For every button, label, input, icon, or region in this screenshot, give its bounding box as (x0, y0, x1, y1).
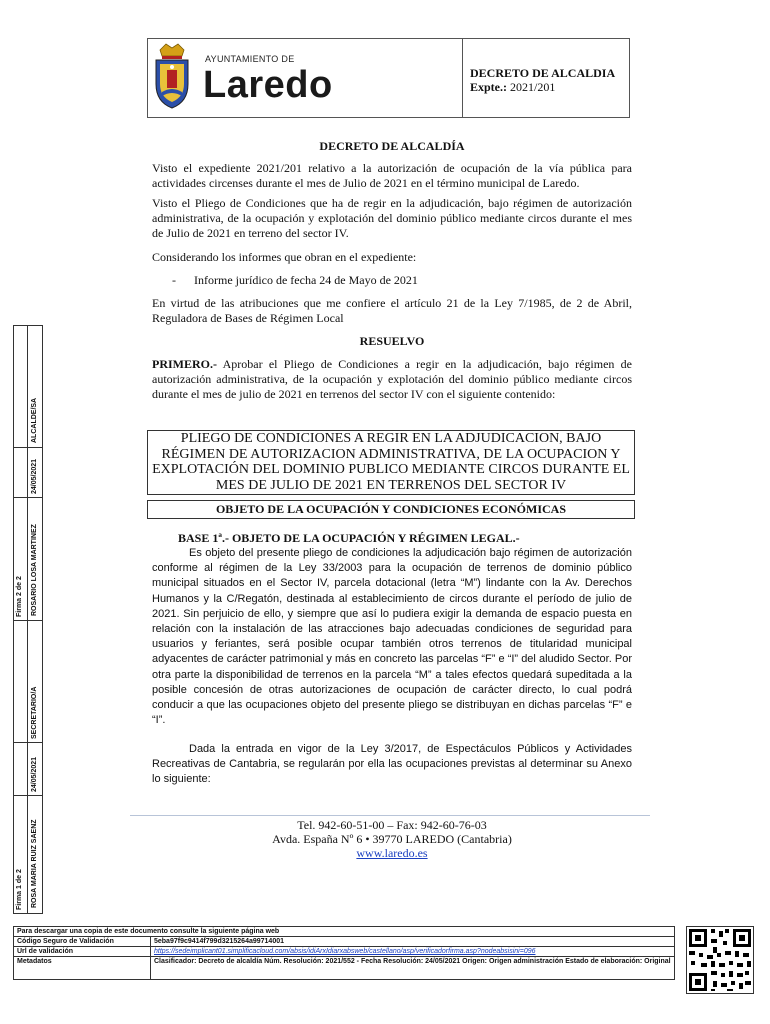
document-title: DECRETO DE ALCALDÍA (319, 139, 465, 153)
table-row (14, 957, 675, 980)
logo-small-text: AYUNTAMIENTO DE (205, 54, 295, 64)
firma2-name: ROSARIO LOSA MARTINEZ (31, 524, 38, 616)
url-cell (151, 947, 675, 957)
sidebar-divider (13, 742, 42, 743)
footer-web-link[interactable]: www.laredo.es (356, 846, 428, 860)
url-label: Url de validación (14, 947, 151, 957)
firma2-label: Firma 2 de 2 (16, 576, 23, 617)
csv-label: Código Seguro de Validación (14, 937, 151, 947)
footer-address: Avda. España Nº 6 • 39770 LAREDO (Cantabria) (272, 832, 512, 846)
objeto-title: OBJETO DE LA OCUPACIÓN Y CONDICIONES ECONÓMICAS (215, 502, 567, 516)
expte-value: 2021/201 (510, 80, 556, 94)
pliego-title: PLIEGO DE CONDICIONES A REGIR EN LA ADJUDICACION, BAJO RÉGIMEN DE AUTORIZACION ADMINISTRATIVA, DE LA OCUPACION Y EXPLOTACIÓN DEL DOMINIO PUBLICO MEDIANTE CIRCOS DURANTE EL MES DE JULIO DE 2021 EN TERRENOS DEL SECTOR IV (152, 431, 630, 493)
paragraph-2: Visto el Pliego de Condiciones que ha de regir en la adjudicación, bajo régimen de autorización administrativa, de la ocupación y explotación del dominio público mediante circos durante el mes de Julio de 2021 en terreno del sector IV. (152, 196, 632, 240)
header-divider (462, 38, 463, 118)
firma2-date: 24/05/2021 (31, 458, 38, 494)
coat-of-arms-icon (152, 42, 192, 112)
paragraph-3: Considerando los informes que obran en el expediente: (152, 250, 417, 264)
primero-text: Aprobar el Pliego de Condiciones a regir en la adjudicación, bajo régimen de autorización administrativa, de la ocupación y explotación del dominio público mediante circos durante el mes de julio de 2021 en terrenos del sector IV con el siguiente contenido: (152, 357, 632, 401)
sidebar-divider (13, 447, 42, 448)
meta-label: Metadatos (14, 957, 151, 980)
base-paragraph-1: Es objeto del presente pliego de condiciones la adjudicación bajo régimen de autorización conforme al régimen de la Ley 33/2003 para la ocupación de terrenos de dominio público municipal situados en el Sector IV, parcela dotacional (letra “M”) lindante con la Av. Derechos Humanos y la C/Regatón, destinada al establecimiento de circos durante el período de julio de 2021. Sin perjuicio de ello, y siempre que así lo pudiera exigir la demanda de espacio puesta en relación con la instalación de las atracciones bajo adecuadas condiciones de seguridad para usuarios y feriantes, será posible ocupar también otros terrenos de titularidad municipal adyacentes de carácter patrimonial y más en concreto las parcelas “F” e “I” del aludido Sector. Por otra parte la disponibilidad de terrenos en la parcela “M” a tales efectos quedará supeditada a la posible concesión de otras autorizaciones de ocupación de carácter directo, lo cual podrá conducir a que las ocupaciones objeto del presente pliego se distribuyan en dichas parcelas “F” e “I”. (152, 547, 632, 727)
csv-value: 5eba97f9c9414f799d3215264a99714001 (151, 937, 675, 947)
firma1-date: 24/05/2021 (31, 756, 38, 792)
firma1-label: Firma 1 de 2 (16, 869, 23, 910)
primero-paragraph (152, 357, 632, 402)
pliego-title-box (147, 430, 635, 495)
base-paragraph-2: Dada la entrada en vigor de la Ley 3/2017, de Espectáculos Públicos y Actividades Recreativas de Cantabria, se regularán por ella las ocupaciones previstas al determinar su Anexo lo siguiente: (152, 743, 632, 786)
paragraph-1: Visto el expediente 2021/201 relativo a la autorización de ocupación de la vía pública para actividades circenses durante el mes de Julio de 2021 en el término municipal de Laredo. (152, 161, 632, 190)
sidebar-divider (13, 620, 42, 621)
sidebar-divider (13, 795, 42, 796)
logo-wordmark (203, 64, 333, 107)
list-bullet: - (172, 273, 176, 287)
table-row (14, 937, 675, 947)
table-row (14, 947, 675, 957)
primero-label: PRIMERO.- (152, 357, 217, 371)
base-title: BASE 1ª.- OBJETO DE LA OCUPACIÓN Y RÉGIMEN LEGAL.- (178, 531, 520, 545)
sidebar-column-divider (27, 325, 28, 913)
resuelvo-heading: RESUELVO (359, 334, 425, 348)
firma2-role: ALCALDE/SA (31, 397, 38, 443)
footer-tel: Tel. 942-60-51-00 – Fax: 942-60-76-03 (297, 818, 487, 832)
footer-web (152, 846, 632, 861)
verification-table (13, 926, 675, 980)
paragraph-4: En virtud de las atribuciones que me confiere el artículo 21 de la Ley 7/1985, de 2 de Abril, Reguladora de Bases de Régimen Local (152, 296, 632, 325)
footer-rule (130, 815, 650, 816)
url-value-link[interactable]: https://sedeimplicant01.simplificacloud.com/absis/idiArxIdiarxabsweb/castellano/asp/verificadorfirma.asp?nodeabsisini=096 (154, 948, 536, 955)
qr-code-icon (686, 926, 754, 994)
expte-label: Expte.: (470, 80, 507, 94)
firma1-name: ROSA MARIA RUIZ SAENZ (31, 819, 38, 908)
table-row (14, 927, 675, 937)
firma1-role: SECRETARIO/A (31, 686, 38, 739)
list-item: Informe jurídico de fecha 24 de Mayo de 2021 (194, 273, 418, 287)
sidebar-divider (13, 497, 42, 498)
header-expte (470, 80, 555, 95)
download-text: Para descargar una copia de este documento consulte la siguiente página web (14, 927, 675, 937)
objeto-title-box (147, 500, 635, 519)
header-title: DECRETO DE ALCALDIA (470, 66, 616, 80)
meta-value: Clasificador: Decreto de alcaldía Núm. Resolución: 2021/552 - Fecha Resolución: 24/05/2021 Origen: Origen administración Estado de elaboración: Original (151, 957, 675, 980)
logo-wordmark-text: Laredo (203, 64, 333, 106)
